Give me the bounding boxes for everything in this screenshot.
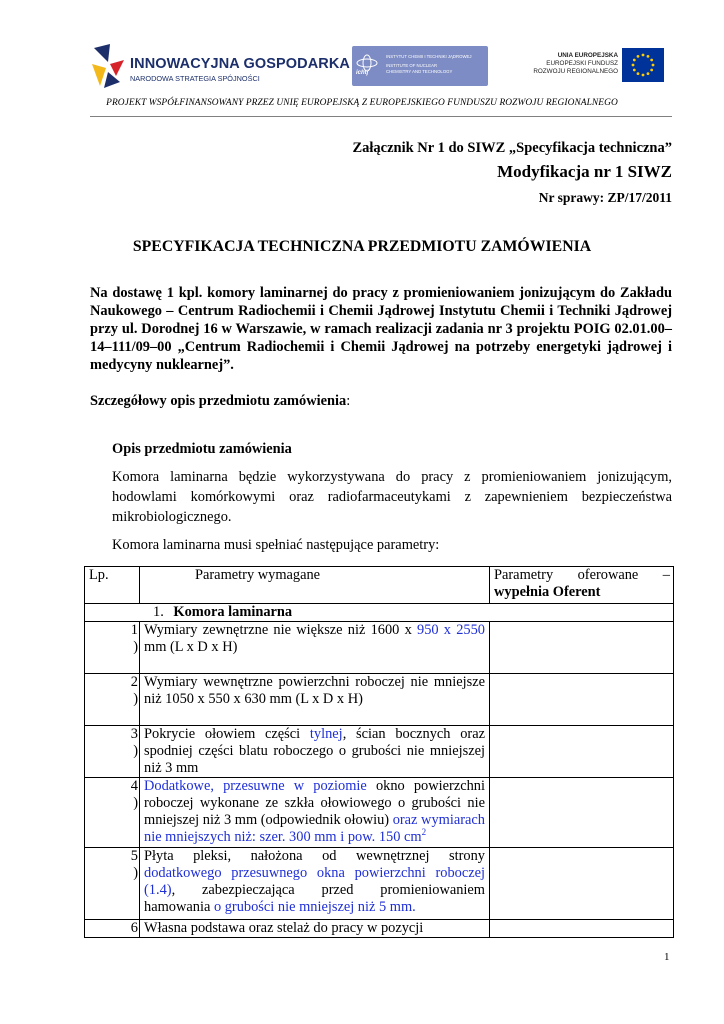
row-number-digit: 4: [130, 778, 138, 794]
eu-star-icon: [652, 64, 655, 67]
header-required-params: Parametry wymagane: [140, 567, 490, 604]
section-name: Komora laminarna: [173, 604, 293, 620]
row-number-paren: ): [133, 795, 138, 811]
row-number-digit: 6: [130, 920, 138, 936]
eu-star-icon: [647, 72, 650, 75]
parameter-text: mm (L x D x H): [144, 639, 238, 655]
row-number-paren: ): [133, 691, 138, 707]
star-logo-icon: [90, 42, 126, 90]
detail-heading: [90, 393, 350, 410]
row-required-parameter: [140, 726, 490, 778]
ichtj-mark-text: ichtj: [356, 70, 369, 76]
row-number-paren: ): [133, 743, 138, 759]
detail-label: Szczegółowy opis przedmiotu zamówienia: [90, 393, 347, 409]
row-offered-parameter-cell[interactable]: [490, 778, 674, 848]
parameter-text: , zabezpieczająca przed promieniowaniem hamowania: [144, 882, 485, 915]
eu-star-icon: [650, 69, 653, 72]
table-row: [85, 848, 674, 920]
eu-star-icon: [650, 59, 653, 62]
header-lp: Lp.: [85, 567, 140, 604]
innowacyjna-gospodarka-logo: [90, 42, 350, 90]
row-number: [85, 674, 140, 726]
row-required-parameter: [140, 622, 490, 674]
modified-text: 2: [421, 827, 427, 838]
row-number: [85, 622, 140, 674]
page-number: 1: [664, 951, 670, 963]
eu-line-3: ROZWOJU REGIONALNEGO: [533, 68, 618, 75]
row-offered-parameter-cell[interactable]: [490, 674, 674, 726]
modified-text: Dodatkowe, przesuwne w poziomie: [144, 778, 367, 794]
row-number-digit: 5: [130, 848, 138, 864]
row-required-parameter: [140, 920, 490, 938]
eu-line-2: EUROPEJSKI FUNDUSZ: [546, 60, 618, 67]
modification-label: Modyfikacja nr 1 SIWZ: [497, 162, 672, 181]
eu-line-1: UNIA EUROPEJSKA: [557, 52, 618, 59]
eu-star-icon: [632, 64, 635, 67]
row-required-parameter: [140, 848, 490, 920]
table-row: [85, 920, 674, 938]
modified-text: 950 x 2550: [417, 622, 485, 638]
header-divider: [90, 116, 672, 117]
detail-colon: :: [346, 393, 351, 409]
table-row: [85, 778, 674, 848]
row-number: [85, 848, 140, 920]
eu-star-icon: [647, 55, 650, 58]
ichtj-logo: [352, 46, 488, 86]
row-number-digit: 2: [130, 674, 138, 690]
eu-star-icon: [642, 54, 645, 57]
cofinancing-note: PROJEKT WSPÓŁFINANSOWANY PRZEZ UNIĘ EUROPEJSKĄ Z EUROPEJSKIEGO FUNDUSZU ROZWOJU REGIONALNEGO: [106, 98, 618, 108]
section-row: [85, 604, 674, 622]
parameter-text: Wymiary wewnętrzne powierzchni roboczej nie mniejsze niż 1050 x 550 x 630 mm (L x D x H): [144, 674, 485, 707]
modified-text: tylnej: [309, 726, 343, 742]
row-offered-parameter-cell[interactable]: [490, 848, 674, 920]
intro-paragraph: Na dostawę 1 kpl. komory laminarnej do pracy z promieniowaniem jonizującym do Zakładu Naukowego – Centrum Radiochemii i Chemii Jądrowej Instytutu Chemii i Techniki Jądrowej przy ul. Dorodnej 16 w Warszawie, w ramach realizacji zadania nr 3 projektu POIG 02.01.00–14–111/09–00 „Centrum Radiochemii i Chemii Jądrowej na potrzeby energetyki jądrowej i medycyny nuklearnej”.: [90, 285, 672, 373]
section-paragraph: Komora laminarna będzie wykorzystywana do pracy z promieniowaniem jonizującym, hodowlami komórkowymi oraz radiofarmaceutykami z zapewnieniem bezpieczeństwa mikrobiologicznego.: [112, 469, 672, 525]
eu-star-icon: [637, 72, 640, 75]
row-number-digit: 3: [130, 726, 138, 742]
parameters-intro: Komora laminarna musi spełniać następujące parametry:: [112, 537, 440, 553]
parameter-text: , ścian bocznych oraz spodniej części blatu roboczego o grubości nie mniejszej niż 3 mm: [144, 726, 485, 776]
page-title: SPECYFIKACJA TECHNICZNA PRZEDMIOTU ZAMÓWIENIA: [132, 238, 592, 255]
section-heading: Opis przedmiotu zamówienia: [112, 441, 292, 457]
attachment-label: Załącznik Nr 1 do SIWZ „Specyfikacja techniczna”: [352, 140, 672, 156]
table-row: [85, 674, 674, 726]
parameter-text: Własna podstawa oraz stelaż do pracy w pozycji: [144, 920, 424, 936]
header-offered-a: Parametry: [494, 567, 554, 583]
eu-flag-icon: [622, 48, 664, 82]
row-offered-parameter-cell[interactable]: [490, 920, 674, 938]
row-offered-parameter-cell[interactable]: [490, 726, 674, 778]
parameter-text: okno powierzchni roboczej wykonane ze szkła ołowiowego o grubości nie mniejszej niż 3 mm (odpowiednik ołowiu): [144, 778, 485, 828]
table-header-row: [85, 567, 674, 604]
header-offered-params: [490, 567, 674, 604]
header-offered-b: oferowane: [577, 567, 639, 583]
modified-text: oraz wymiarach nie mniejszych niż: szer. 300 mm i pow. 150 cm: [144, 812, 485, 845]
row-number: [85, 920, 140, 938]
parameter-text: Płyta pleksi, nałożona od wewnętrznej strony: [144, 848, 485, 864]
row-number: [85, 778, 140, 848]
ichtj-line-3: CHEMISTRY AND TECHNOLOGY: [386, 69, 453, 74]
case-number: Nr sprawy: ZP/17/2011: [538, 190, 672, 205]
parameter-text: Wymiary zewnętrzne nie większe niż 1600 x: [144, 622, 417, 638]
ichtj-line-2: INSTITUTE OF NUCLEAR: [386, 63, 438, 68]
section-cell: [85, 604, 674, 622]
row-number: [85, 726, 140, 778]
table-row: [85, 622, 674, 674]
eu-star-icon: [633, 69, 636, 72]
header-offered-line2: wypełnia Oferent: [494, 584, 601, 600]
parameter-text: Pokrycie ołowiem części: [144, 726, 310, 742]
row-required-parameter: [140, 674, 490, 726]
eu-logo-text: [526, 52, 618, 76]
eu-star-icon: [637, 55, 640, 58]
ichtj-line-1: INSTYTUT CHEMII I TECHNIKI JĄDROWEJ: [386, 54, 472, 59]
row-offered-parameter-cell[interactable]: [490, 622, 674, 674]
specification-table: [84, 566, 674, 938]
section-number: 1.: [153, 604, 164, 620]
row-number-paren: ): [133, 639, 138, 655]
eu-logo: [526, 46, 666, 86]
logo-title: INNOWACYJNA GOSPODARKA: [130, 56, 350, 72]
table-row: [85, 726, 674, 778]
modified-text: dodatkowego przesuwnego okna powierzchni roboczej (1.4): [144, 865, 485, 898]
modified-text: o grubości nie mniejszej niż 5 mm.: [213, 899, 416, 915]
header-offered-c: –: [662, 567, 670, 583]
row-number-digit: 1: [130, 622, 138, 638]
row-number-paren: ): [133, 865, 138, 881]
logo-subtitle: NARODOWA STRATEGIA SPÓJNOŚCI: [130, 74, 260, 83]
eu-star-icon: [642, 74, 645, 77]
row-required-parameter: [140, 778, 490, 848]
eu-star-icon: [633, 59, 636, 62]
